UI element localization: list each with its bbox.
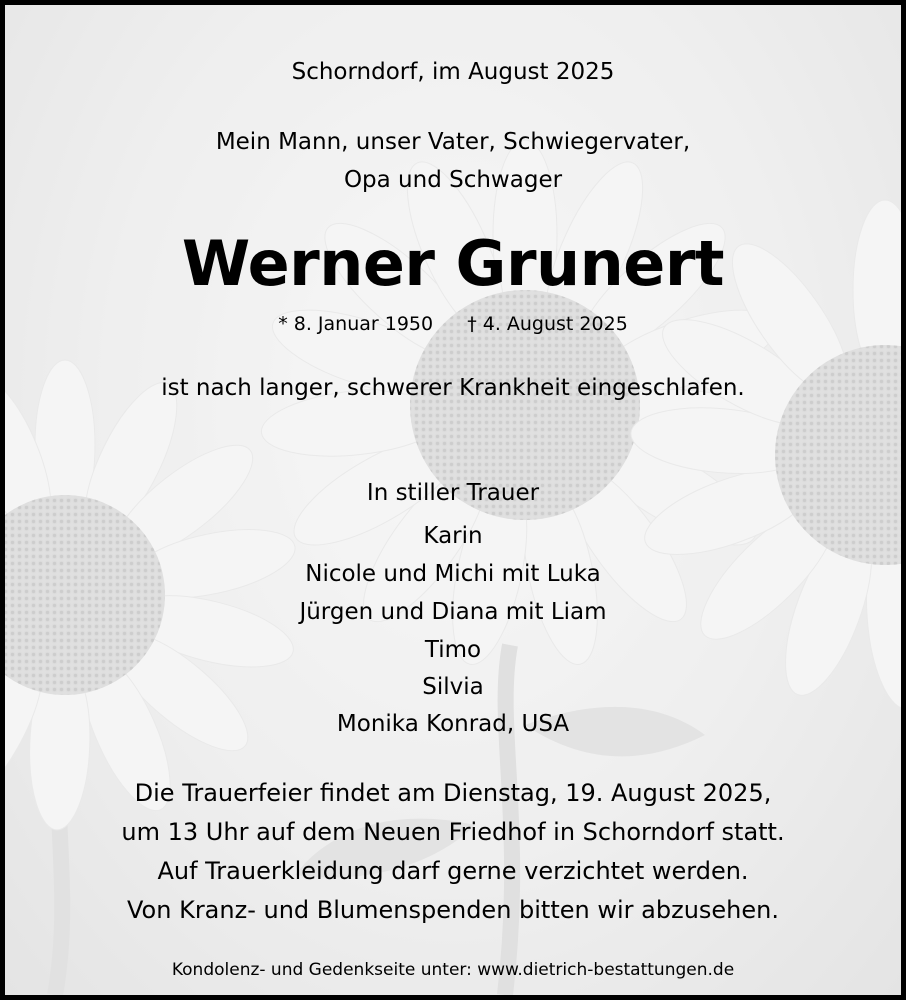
mourner-name: Monika Konrad, USA	[336, 711, 570, 737]
mourner-name: Nicole und Michi mit Luka	[305, 561, 601, 587]
intro-line-2: Opa und Schwager	[343, 167, 563, 193]
mourners-heading: In stiller Trauer	[366, 480, 540, 506]
statement: ist nach langer, schwerer Krankheit eingeschlafen.	[161, 375, 745, 401]
intro-line-1: Mein Mann, unser Vater, Schwiegervater,	[215, 129, 691, 155]
life-dates	[5, 313, 901, 335]
funeral-info-line: Auf Trauerkleidung darf gerne verzichtet werden.	[157, 857, 749, 885]
funeral-info-line: Von Kranz- und Blumenspenden bitten wir abzusehen.	[127, 896, 779, 924]
death-date: † 4. August 2025	[467, 313, 628, 335]
funeral-info-line: Die Trauerfeier findet am Dienstag, 19. August 2025,	[134, 779, 772, 807]
mourner-name: Silvia	[422, 674, 484, 700]
notice-text	[5, 5, 901, 995]
birth-date: * 8. Januar 1950	[278, 313, 434, 335]
condolence-footer: Kondolenz- und Gedenkseite unter: www.dietrich-bestattungen.de	[171, 960, 735, 980]
place-date: Schorndorf, im August 2025	[291, 59, 615, 85]
funeral-info-line: um 13 Uhr auf dem Neuen Friedhof in Schorndorf statt.	[121, 818, 785, 846]
mourner-name: Karin	[423, 523, 483, 549]
mourner-name: Jürgen und Diana mit Liam	[299, 599, 607, 625]
mourner-name: Timo	[424, 637, 482, 663]
deceased-name: Werner Grunert	[181, 227, 725, 300]
